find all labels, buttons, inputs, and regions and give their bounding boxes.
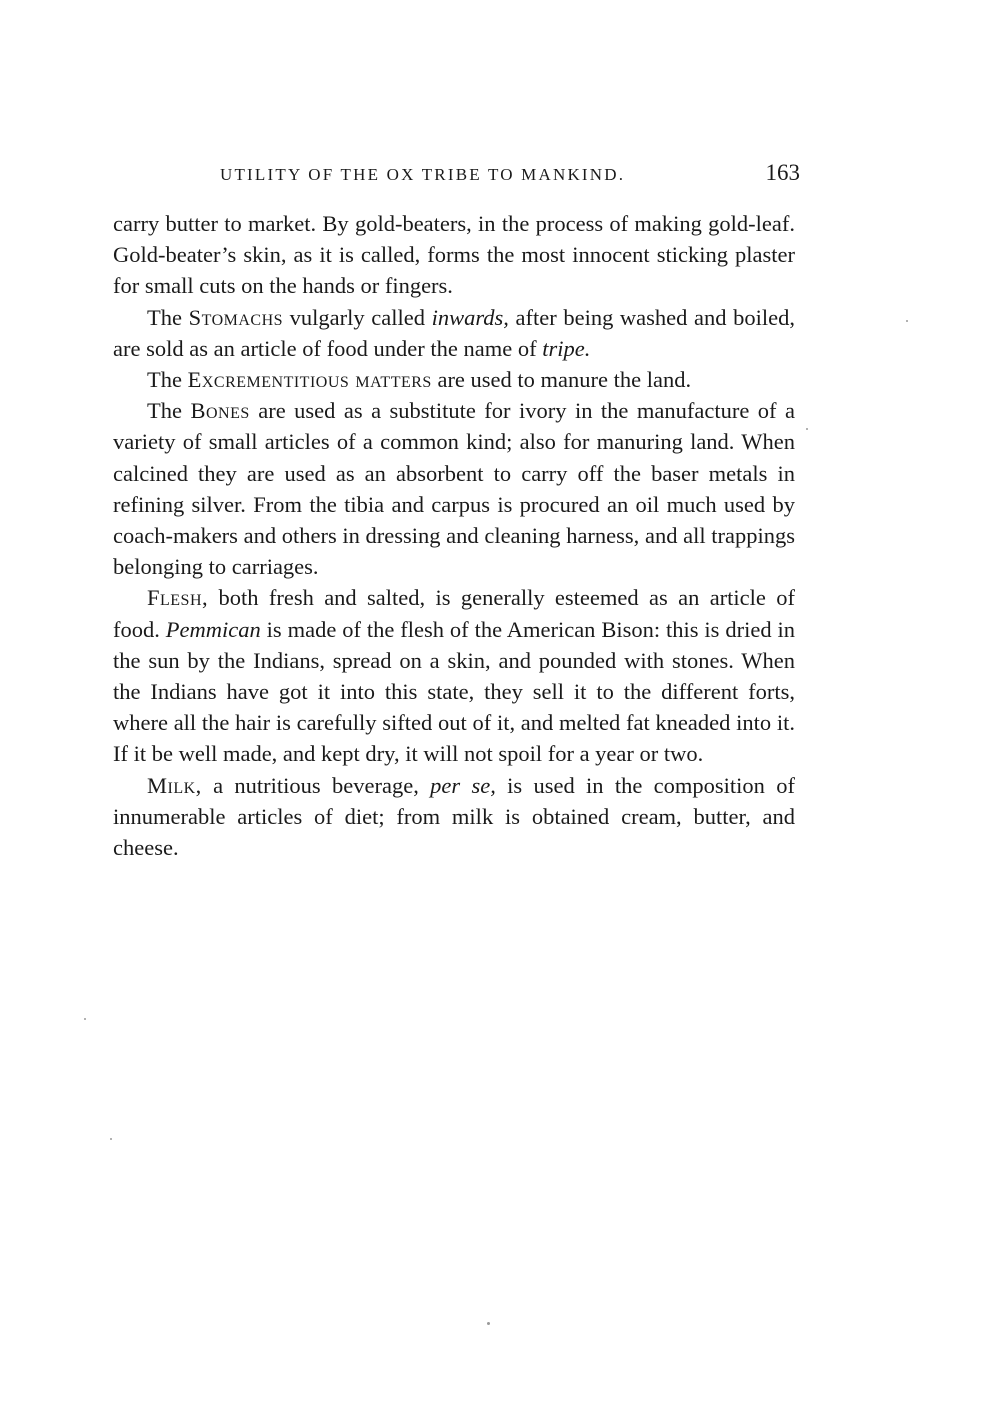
italic-tripe: tripe. [542,335,591,361]
italic-per-se: per se, [430,772,496,798]
scan-speck [487,1322,490,1325]
running-title: UTILITY OF THE OX TRIBE TO MANKIND. [220,165,626,184]
paragraph-text: The [147,367,188,393]
paragraph-text: both fresh and salted, is generally esteemed as an article of food. [113,585,795,642]
term-excrementitious-matters: Excrementitious matters [187,367,432,393]
paragraph-text: are used to manure the land. [431,367,692,393]
paragraph-text: is made of the flesh of the American Bison: this is dried in the sun by the Indians, spread on a skin, and pounded with stones. When the Indians have got it into this state, they sell it to the different forts, where all the hair is carefully sifted out of it, and melted fat kneaded into it. If it be well made, and kept dry, it will not spoil for a year or two. [113,616,795,767]
term-flesh: Flesh, [147,585,209,611]
italic-inwards: inwards, [431,304,509,330]
paragraph-text: after being washed and boiled, are sold as an article of food under the name of [113,304,795,361]
page-number: 163 [765,160,800,185]
term-bones: Bones [190,398,250,424]
scan-speck [84,1018,86,1020]
paragraph-milk [113,770,795,864]
term-milk: Milk, [147,772,202,798]
scan-speck [110,1138,112,1140]
paragraph-text: are used as a substitute for ivory in the manufacture of a variety of small articles of a common kind; also for manuring land. When calcined they are used as an absorbent to carry off the baser metals in refining silver. From the tibia and carpus is procured an oil much used by coach-makers and others in dressing and cleaning harness, and all trappings belonging to carriages. [113,398,795,580]
paragraph-text: vulgarly called [283,304,432,330]
paragraph-excrementitious [113,364,795,395]
scan-speck [906,320,908,322]
paragraph-text: a nutritious beverage, [201,772,431,798]
paragraph-flesh [113,582,795,769]
paragraph-text: The [147,304,189,330]
scan-speck [806,428,808,430]
paragraph-text: The [147,398,191,424]
page-header [200,160,800,190]
paragraph-stomachs [113,302,795,364]
paragraph-text: is used in the composition of innumerable articles of diet; from milk is obtained cream, butter, and cheese. [113,772,795,861]
paragraph-bones [113,395,795,582]
paragraph-text: carry butter to market. By gold-beaters, in the process of making gold-leaf. Gold-beater’s skin, as it is called, forms the most innocent sticking plaster for small cuts on the hands or fingers. [113,211,795,299]
paragraph-gold-beaters [113,208,795,302]
body-text [113,208,795,863]
term-stomachs: Stomachs [188,304,284,330]
italic-pemmican: Pemmican [165,616,261,642]
